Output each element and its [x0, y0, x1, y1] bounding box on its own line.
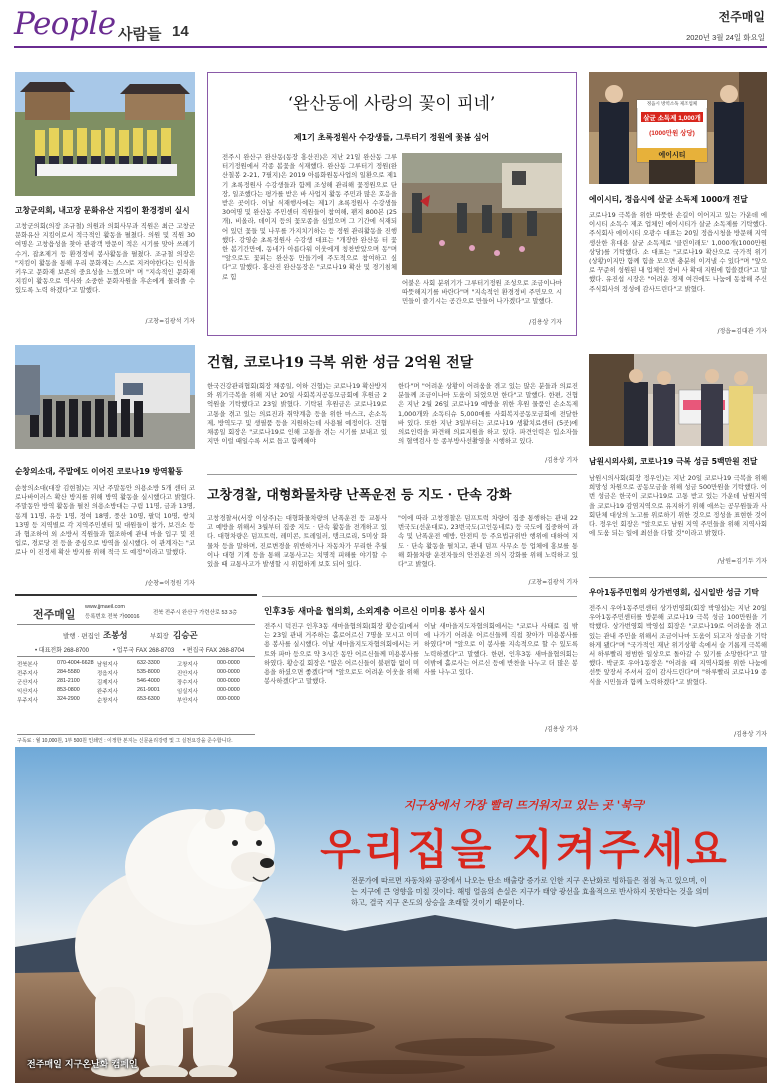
contact-cell: 632-3300 [137, 660, 160, 666]
police-body-col1: 고창경찰서(서장 이상주)는 대형화물차량의 난폭운전 등 교통사고 예방을 위해서 3월부터 집중 지도 · 단속 활동을 전개하고 있다. 대형차량은 덤프트럭, 레미콘, 트레일러, 탱크로리, 5미상 화물차 등을 말하며, 진로변경을 위반하거나 자동차가 무리한 추월이나 대형 기계 등을 통해 교통사고는 치명적 피해를 야기할 수 있을 때 교통사고가 발생할 시 위험하게 보호 되어 있다. [207, 514, 387, 569]
right1-headline: 에이시티, 정읍시에 살균 소독제 1000개 전달 [589, 195, 748, 204]
tel-main: • 대표전화 268-8700 [35, 648, 89, 654]
masthead-footer: 구독료 : 월 10,000원, 1부 500원 인쇄인 : 이정한 본지는 신문윤리강령 및 그 실천요강을 준수합니다. [17, 734, 255, 744]
haircut-body-col1: 전주시 덕진구 인후3동 새마을협의회(회장 황승길)에서는 23일 관내 거주하는 홀로어르신 7명을 모시고 이미용 봉사를 실시했다. 이날 새마을지도자협의회에서는 커트와 파마 등으로 약 3시간 동안 어르신들께 미용봉사를 하였다. 황승길 회장은 "많은 어르신들이 불편함 없이 미용을 하셨으면 좋겠다"며 "앞으로도 어려운 이웃을 위해 봉사하겠다"고 말했다. [264, 622, 419, 686]
masthead-box [15, 594, 257, 744]
fax-business: • 업무국 FAX 268-8703 [113, 648, 175, 654]
left1-byline: /고창=김광석 기자 [145, 318, 195, 325]
left1-headline: 고창군의회, 내고장 문화유산 지킴이 환경정비 실시 [15, 206, 190, 215]
contacts-table [17, 660, 255, 705]
masthead-address: 전북 전주시 완산구 가련산로 53 3층 [153, 610, 238, 616]
haircut-headline: 인후3동 새마을 협의회, 소외계층 어르신 이미용 봉사 실시 [264, 607, 486, 617]
ad-credit: 전주매일 지구온난화 캠페인 [27, 1060, 138, 1070]
contact-cell: 무주지사 [17, 698, 38, 704]
section-title-korean: 사람들 [118, 26, 162, 43]
contact-cell: 전주지사 [17, 671, 38, 677]
divider [589, 577, 767, 578]
banner-title: 정읍시 방역소독 제조업체 [646, 101, 698, 106]
feature-subheadline: 제1기 초록정원사 수강생들, 그루터기 정원에 꽃봄 심어 [293, 133, 490, 142]
contact-cell: 000-0000 [217, 696, 240, 702]
contact-cell: 진안지사 [177, 671, 198, 677]
feature-box [207, 72, 577, 336]
contact-cell: 군산지사 [17, 680, 38, 686]
contact-cell: 김제지사 [97, 680, 118, 686]
header-rule [14, 46, 767, 48]
police-headline: 고창경찰, 대형화물차량 난폭운전 등 지도 · 단속 강화 [207, 488, 512, 503]
right2-body: 남원시의사회(회장 정우인)는 지난 20일 코로나19 극복을 위해 희망성 차원으로 공동모금을 위해 성금 500만원을 기탁했다. 이번 성금은 한국이 코로나19로 고통 받고 있는 가운데 남원지역을 코로나19 감염지역으로 유지하기 위해 애쓰는 공무원들과 사회단체 대상의 노고를 위로하기 위한 것으로 정성을 표현한 것이다. 정우인 회장은 "앞으로도 남원 지역 주민들을 위해 지역사회에 도움 되는 일에 최선을 다할 것"이라고 밝혔다. [589, 474, 767, 538]
page-header [0, 0, 777, 48]
contact-cell: 546-4000 [137, 678, 160, 684]
contact-cell: 284-5580 [57, 669, 80, 675]
section-title: People [14, 6, 116, 42]
left1-body: 고창군의회(의장 조규철) 의원과 의회사무과 직원은 최근 고창군 문화유산 지킴이로서 적극적인 활동을 펼쳤다. 의원 및 직원 30여명은 고창읍성을 찾아 관광객 방문이 적은 시기를 맞아 쓰레기 수거, 잡초제거 등 환경정비 봉사활동을 펼쳤다. 조규철 의장은 "지킴이 활동을 통해 우리 문화재는 스스로 지켜야한다는 인식을 키우고 문화재 보존의 중요성을 느꼈으며" 며 "지속적인 문화재 지킴이 활동으로 역사와 소중한 문화자원을 후손에게 물려줄 수 있도록 노력 하겠다"고 말했다. [15, 222, 195, 295]
right2-byline: /남원=김기두 기자 [717, 558, 767, 565]
photo-gochang-volunteers [15, 72, 195, 196]
masthead-divider [17, 624, 255, 625]
contact-cell: 000-0000 [217, 669, 240, 675]
right3-byline: /김용상 기자 [734, 731, 767, 738]
haircut-byline: /김용상 기자 [545, 726, 578, 733]
ad-tagline: 지구상에서 가장 빨리 뜨거워지고 있는 곳 '북극' [403, 798, 647, 812]
paper-name: 전주매일 [718, 10, 765, 24]
publisher-name: 조봉성 [103, 630, 128, 640]
police-body-col2: "이에 따라 고창경찰은 덤프트럭 차량이 집중 통행하는 관내 22번국도(선운대로), 23번국도(고인동네로) 등 국도에 집중하여 과속 및 난폭운전 예방, 안전띠 등 주요법규위반 행위에 대하여 지도 · 단속 활동을 펼치고, 관내 덤프 사무소 등 업체에 홍보를 통해 화물차량 운전자들의 안전운전 의식 강화를 위해 노력하고 있다"고 밝혔다. [398, 514, 578, 569]
contact-cell: 853-0800 [57, 687, 80, 693]
left2-headline: 순창의소대, 주말에도 이어진 코로나19 방역활동 [15, 467, 183, 476]
contact-row [17, 660, 255, 669]
contact-cell: 000-0000 [217, 678, 240, 684]
left2-byline: /순창=이정원 기자 [145, 580, 195, 587]
donation-byline: /김용상 기자 [545, 457, 578, 464]
feature-byline: /김용상 기자 [529, 319, 562, 326]
divider [262, 596, 577, 597]
contact-cell: 070-4004-6628 [57, 660, 94, 666]
contact-cell: 653-6300 [137, 696, 160, 702]
editor-name: 김승곤 [173, 630, 198, 640]
banner-company: 에이시티 [658, 152, 686, 159]
contact-row [17, 696, 255, 705]
contact-cell: 535-8000 [137, 669, 160, 675]
photo-acity-donation [589, 72, 767, 184]
right1-byline: /정읍=김대관 기자 [717, 328, 767, 335]
contact-cell: 임실지사 [177, 689, 198, 695]
photo-namwon-doctors [589, 354, 767, 446]
contact-cell: 익산지사 [17, 689, 38, 695]
contact-cell: 324-2900 [57, 696, 80, 702]
donation-headline: 건협, 코로나19 극복 위한 성금 2억원 전달 [207, 355, 474, 371]
contact-cell: 000-0000 [217, 687, 240, 693]
right1-body: 코로나19 극복을 위한 따뜻한 손길이 이어지고 있는 가운데 에이시티 소독수 제조 업체인 에이시티가 살균 소독제를 기탁했다. 주식회사 에이시티 오광수 대표는 20일 정읍시청을 방문해 지역 생산한 휴대용 살균 소독제로 '클린이래도' 1,000개(1000만원 상당)를 기탁했다. 소 대표는 "코로나19 확산으로 국가적 위기(상황)이지만 함께 힘을 모으면 충분히 이겨낼 수 있다"며 "앞으로 꾸준히 성원된 내 업체인 장비 사 확대 지원에 힘쓸겠다"고 말했다. 유진섭 시장은 "어려운 경제 여건에도 나눔에 동참해 주신 주식회사의 정성에 감사드린다"고 밝혔다. [589, 211, 767, 293]
contact-row [17, 678, 255, 687]
right3-body: 전주시 우아1동주민센터 상가번영회(회장 박영섭)는 지난 20일 우아1동주민센터를 방문해 코로나19 극복 성금 100만원을 기탁했다. 상가번영회 박영섭 회장은 "코로나19로 어려움을 겪고 있는 관내 주민을 위해서 조금이나마 도움이 되고자 성금을 기탁하게 됐다"며 "국가적인 재난 위기상황 속에서 슬 기롭게 극복해서 하루빨리 평범한 일상으로 돌아갈 수 있기를 소망한다"고 말했다. 박균호 우아1동장은 "어려울 때 지역사회를 위한 나눔에 선뜻 앞장서 주셔서 깊이 감사드린다"며 "하루빨리 코로나19 종식을 시민들과 함께 노력하겠다"고 밝혔다. [589, 604, 767, 686]
photo-garden-planting [402, 153, 562, 275]
donation-body-col2: 한다"며 "어려운 상황이 어려움을 겪고 있는 많은 분들과 의료진 분들께 조금이나마 도움이 되었으면 한다"고 말했다. 한편, 건협은 지난 2월 26일 코로나19 예방을 위한 후원 물품인 손소독제 1,000개와 소독티슈 5,000매를 사회복지공동모금회에 전달한 바 있다. 또한 지난 3일부터는 코로나19 생활치료센터 (5곳)에 의료인력을 파견해 의료지원을 하고 있다. 파견인력은 입소자들의 혈액검사 등 종부방사선촬영을 시행하고 있다. [398, 382, 578, 446]
publisher-label: 발행 · 편집인 [63, 633, 101, 640]
contact-cell: 고창지사 [177, 662, 198, 668]
contact-cell: 정읍지사 [97, 671, 118, 677]
left2-body: 순창의소대(대장 김현철)는 지난 주말동안 의용소방 5개 센터 코로나바이러스 확산 방지를 위해 방역 활동을 실시했다고 밝혔다. 주말동안 방역 활동을 펼친 의용소방대는 구림 11명, 금과 13명, 동계 11명, 유등 1명, 정여 18명, 풍산 10명, 팔덕 10명, 쌍치 13명 등 지역별로 각 지역주민센터 및 대원들이 참가, 보건소 등과 협조하여 외 소방서 직원들과 협조하에 관내 마을 입구 및 진입로, 경로당 전 등을 중심으로 방역을 실시했다. 이 관계자는 "코로나 이 진정세 확산 방지를 위해 적극 도 예정"이라고 말했다. [15, 484, 195, 557]
contact-cell: 281-2100 [57, 678, 80, 684]
masthead-url: www.jjmaeil.com [85, 604, 125, 610]
contact-cell: 000-0000 [217, 660, 240, 666]
polar-bear-illustration [55, 797, 295, 1077]
contact-cell: 완주지사 [97, 689, 118, 695]
contact-cell: 전북본사 [17, 662, 38, 668]
contact-row [17, 687, 255, 696]
feature-body-col1: 전주시 완산구 완산동(동장 홍산진)은 지난 21일 완산동 그루터기정원에서 각종 봄꽃을 식재했다. 완산동 그루터기 정원(완산칠봉 2-21, 7필지)은 2019 아름화원동사업의 일환으로 제1기 초록정원사 수강생들과 함께 조성해 관리해 꽃정원으로 단장, 일조했다는 평가를 받은 바 사업지 활동 주민과 많은 호응을 받은 곳이다. 이날 식재행사에는 제1기 초록정원사 수강생들 30여명 및 완산동 주민센터 직원들이 참여해, 팬지 800본 (25개), 비올라, 데이지 등의 꽃모종을 심었으며 그 기간에 식재되어 있던 꽃들 및 나무를 가지치기하는 등 정원 관리활동을 진행했다. 강영순 초록정원사 수강생 대표는 "개장한 완산동 터 꽃한 봄기간만에, 동네가 아름다워 이웃에게 칭찬받았으며 동"며 "앞으로도 꽃피는 완산동 만들기에 주도적으로 참여하고 싶다"고 말했다. 홍산진 완산동장은 "코로나19 확산 및 경기침체로 힘 [222, 153, 397, 281]
contact-cell: 순창지사 [97, 698, 118, 704]
right2-headline: 남원시의사회, 코로나19 극복 성금 5백만원 전달 [589, 457, 758, 466]
ad-body: 전문가에 따르면 자동차와 공장에서 나오는 탄소 배출량 증가로 인한 지구 온난화로 빙하들은 점점 녹고 있으며, 이는 지구에 큰 영향을 미칠 것이다. 해빙 얼음의 손실은 지구가 태양 광선을 효율적으로 반사하지 못한다는 것을 의미하고, 결국 지구 온도의 상승을 초래할 것이기 때문이다. [351, 876, 710, 907]
banner-amount: (1000만원 상당) [649, 130, 695, 137]
haircut-body-col2: 이날 새마을지도자협의회에서는 "코로나 사태로 집 밖에 나가기 어려운 어르신들께 직접 찾아가 미용봉사를 하였다"며 "앞으로 이 봉사를 지속적으로 할 수 있도록 노력하겠다"고 말했다. 한편, 인후3동 새마을협의회는 이밖에 홀로사는 어르신 등에 반찬을 나누고 더 많은 봉사를 나누고 있다. [424, 622, 578, 677]
banner-line: 살균 소독제 1,000개 [643, 115, 701, 122]
police-byline: /고창=김광석 기자 [528, 579, 578, 586]
issue-date: 2020년 3월 24일 화요일 [686, 33, 765, 42]
masthead-divider-2 [17, 656, 255, 657]
contact-cell: 261-9001 [137, 687, 160, 693]
contact-cell: 부안지사 [177, 698, 198, 704]
ad-headline: 우리집을 지켜주세요 [320, 825, 730, 874]
donation-body-col1: 한국건강관리협회(회장 채종일, 이하 건협)는 코로나19 확산방지와 위기극복을 위해 지난 20일 사회복지공동모금회에 후원금 2억원을 기탁했다고 23일 밝혔다. 기탁된 후원금은 코로나19로 고통을 겪고 있는 의료진과 취약계층 등을 위한 마스크, 손소독제, 방역도구 및 생필품 등을 지원하는데 사용될 예정이다. 건협 채종일 회장은 "코로나19로 인해 고통을 겪는 시기를 보내고 있지만 이럴 때일수록 서로 돕고 함께해야 [207, 382, 387, 446]
divider [207, 474, 577, 475]
photo-sunchang-firefighters [15, 345, 195, 449]
climate-ad [15, 747, 767, 1083]
feature-body-col2: 어붙은 사회 분위기가 그루터기정원 조성으로 조금이나마 따뜻해지기를 바란다"며 "지속적인 환경정비 주민모으 시민들이 즐기시는 공간으로 만들어 나가겠다"고 말했다. [402, 279, 562, 306]
page-number: 14 [172, 23, 189, 40]
fax-editorial: • 편집국 FAX 268-8704 [183, 648, 245, 654]
contact-row [17, 669, 255, 678]
contact-cell: 장수지사 [177, 680, 198, 686]
masthead-name: 전주매일 [33, 609, 76, 621]
right3-headline: 우아1동주민협의 상가번영회, 십시일반 성금 기탁 [589, 588, 759, 597]
feature-headline: ‘완산동에 사랑의 꽃이 피네’ [287, 94, 496, 114]
masthead-registration: 등록번호 전북 가00016 [85, 614, 140, 620]
contact-cell: 남원지사 [97, 662, 118, 668]
editor-label: 부회장 [150, 633, 169, 640]
